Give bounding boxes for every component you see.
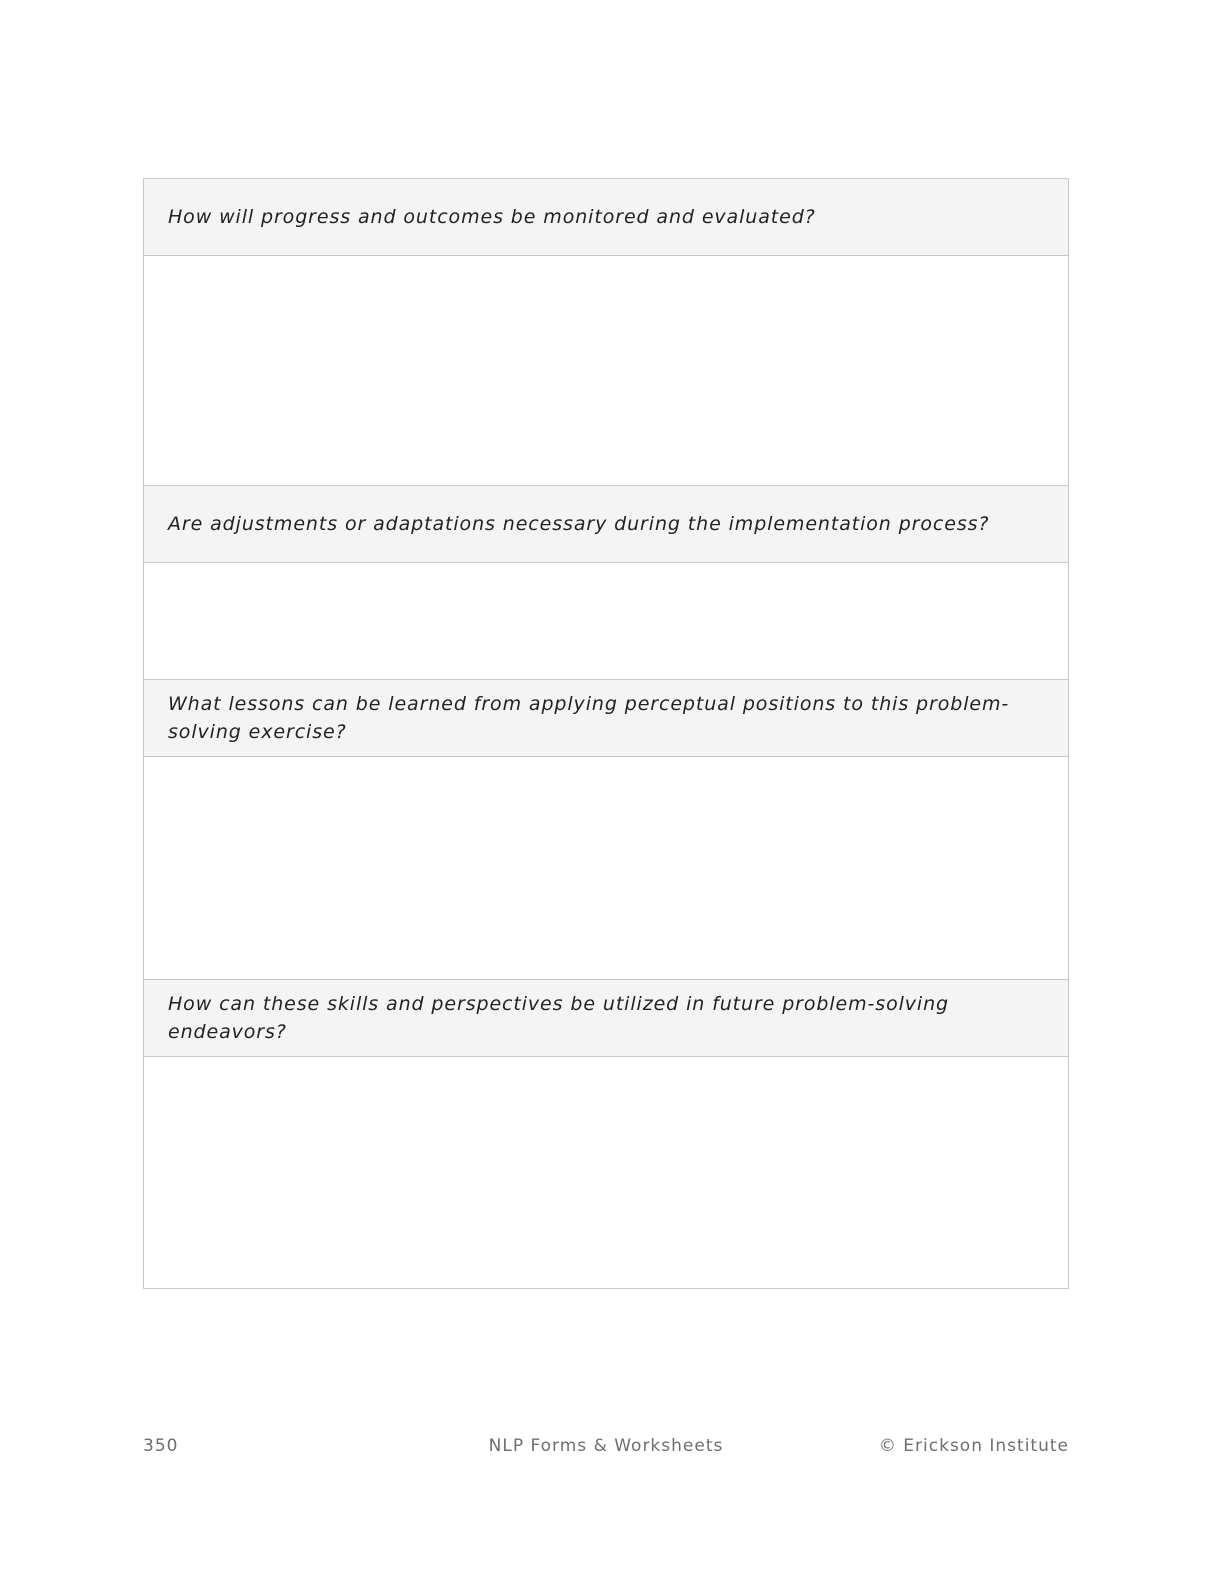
page-number: 350 xyxy=(143,1436,179,1456)
answer-field[interactable] xyxy=(144,757,1068,980)
copyright-notice: © Erickson Institute xyxy=(878,1436,1069,1456)
question-prompt xyxy=(144,680,1068,757)
question-prompt xyxy=(144,179,1068,256)
question-block-monitoring xyxy=(144,179,1068,486)
question-prompt xyxy=(144,486,1068,563)
question-text: What lessons can be learned from applying perceptual positions to this problem-solving exercise? xyxy=(168,693,1010,743)
answer-field[interactable] xyxy=(144,1057,1068,1288)
question-text: How can these skills and perspectives be utilized in future problem-solving endeavors? xyxy=(168,993,950,1043)
book-title: NLP Forms & Worksheets xyxy=(488,1436,724,1456)
answer-field[interactable] xyxy=(144,256,1068,486)
question-block-lessons xyxy=(144,680,1068,980)
page-footer xyxy=(143,1436,1069,1460)
question-text: Are adjustments or adaptations necessary during the implementation process? xyxy=(168,513,990,535)
question-prompt xyxy=(144,980,1068,1057)
worksheet-table xyxy=(143,178,1069,1289)
question-block-adjustments xyxy=(144,486,1068,680)
question-block-future-use xyxy=(144,980,1068,1288)
answer-field[interactable] xyxy=(144,563,1068,680)
question-text: How will progress and outcomes be monitored and evaluated? xyxy=(168,206,816,228)
